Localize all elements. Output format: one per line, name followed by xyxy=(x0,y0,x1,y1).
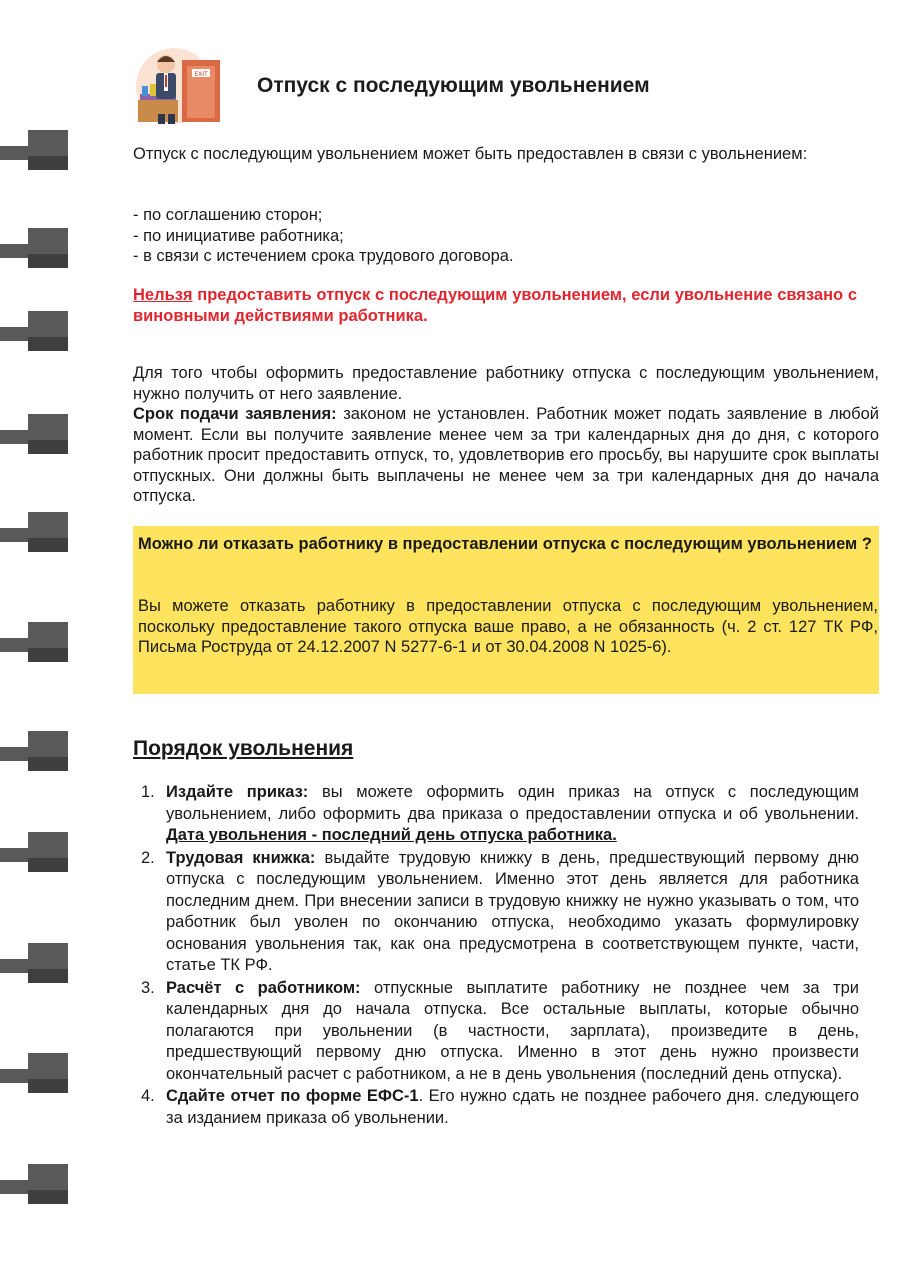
list-item xyxy=(133,1086,859,1129)
application-deadline-text: законом не установлен. Работник может подать заявление в любой момент. Если вы получите заявление менее чем за три календарных дня до дня, с которого работник просит предоставить отпуск, то, удовлетворив его просьбу, вы нарушите срок выплаты отпускных. Они должны быть выплачены не менее чем за три календарных дня до начала отпуска. xyxy=(133,405,879,505)
intro-paragraph: Отпуск с последующим увольнением может быть предоставлен в связи с увольнением: xyxy=(133,145,808,163)
step-text: выдайте трудовую книжку в день, предшествующий первому дню отпуска с последующим увольнением. Именно этот день является для работника последним днем. При внесении записи в трудовую книжку не нужно указывать о том, что работник был уволен по окончанию отпуска, необходимо указать формулировку основания увольнения так, как она предусмотрена в соответствующем пункте, части, статье ТК РФ. xyxy=(166,848,859,974)
binder-ring-icon xyxy=(0,731,68,775)
faq-note-box xyxy=(133,526,879,694)
section-heading: Порядок увольнения xyxy=(133,737,354,760)
list-item: - в связи с истечением срока трудового договора. xyxy=(133,247,514,265)
page-title: Отпуск с последующим увольнением xyxy=(257,74,650,97)
binder-ring-icon xyxy=(0,311,68,355)
binder-ring-icon xyxy=(0,832,68,876)
procedure-steps xyxy=(133,782,859,1130)
step-number: 2. xyxy=(141,848,155,867)
binder-ring-icon xyxy=(0,414,68,458)
step-label: Издайте приказ: xyxy=(166,783,309,801)
header-illustration xyxy=(132,44,228,126)
exit-sign-text: EXIT xyxy=(194,71,208,78)
list-item xyxy=(133,782,859,847)
warning-text: предоставить отпуск с последующим увольнением, если увольнение связано с виновными действиями работника. xyxy=(133,286,857,325)
warning-keyword: Нельзя xyxy=(133,286,193,304)
step-number: 1. xyxy=(141,783,155,801)
application-intro: Для того чтобы оформить предоставление работнику отпуска с последующим увольнением, нужно получить от него заявление. xyxy=(133,364,879,403)
step-label: Расчёт с работником: xyxy=(166,978,361,997)
list-item: - по инициативе работника; xyxy=(133,226,344,245)
application-deadline-label: Срок подачи заявления: xyxy=(133,405,337,423)
step-text: . Его нужно сдать не позднее рабочего дня. следующего за изданием приказа об увольнении. xyxy=(166,1087,859,1127)
step-number: 4. xyxy=(141,1087,155,1105)
warning-paragraph xyxy=(133,285,857,326)
list-item xyxy=(133,978,859,1086)
step-number: 3. xyxy=(141,978,155,997)
step-label: Трудовая книжка: xyxy=(166,848,316,867)
step-emphasis: Дата увольнения - последний день отпуска работника. xyxy=(166,826,617,844)
faq-answer: Вы можете отказать работнику в предоставлении отпуска с последующим увольнением, поскольку предоставление такого отпуска ваше право, а не обязанность (ч. 2 ст. 127 ТК РФ, Письма Роструда от 24.12.2007 N 5277-6-1 и от 30.04.2008 N 1025-6). xyxy=(138,597,878,656)
list-item xyxy=(133,848,859,977)
list-item: - по соглашению сторон; xyxy=(133,206,323,224)
binder-ring-icon xyxy=(0,1053,68,1097)
step-text: вы можете оформить один приказ на отпуск с последующим увольнением, либо оформить два приказа о предоставлении отпуска и об увольнении. xyxy=(166,783,860,823)
application-paragraph xyxy=(133,363,879,507)
binder-ring-icon xyxy=(0,622,68,666)
step-label: Сдайте отчет по форме ЕФС-1 xyxy=(166,1087,419,1105)
dismissal-grounds-list xyxy=(133,205,859,267)
binder-ring-icon xyxy=(0,228,68,272)
step-text: отпускные выплатите работнику не позднее чем за три календарных дня до начала отпуска. Все остальные выплаты, которые обычно полагаются при увольнении (в частности, зарплата), произведите в день, предшествующий первому дню отпуска. Именно в этот день нужно произвести окончательный расчет с работником, а не в день увольнения (последний день отпуска). xyxy=(166,978,859,1083)
binder-ring-icon xyxy=(0,130,68,174)
binder-ring-icon xyxy=(0,512,68,556)
binder-ring-icon xyxy=(0,1164,68,1208)
faq-question: Можно ли отказать работнику в предоставлении отпуска с последующим увольнением ? xyxy=(138,535,872,553)
binder-ring-icon xyxy=(0,943,68,987)
person-with-box-icon xyxy=(132,44,228,126)
